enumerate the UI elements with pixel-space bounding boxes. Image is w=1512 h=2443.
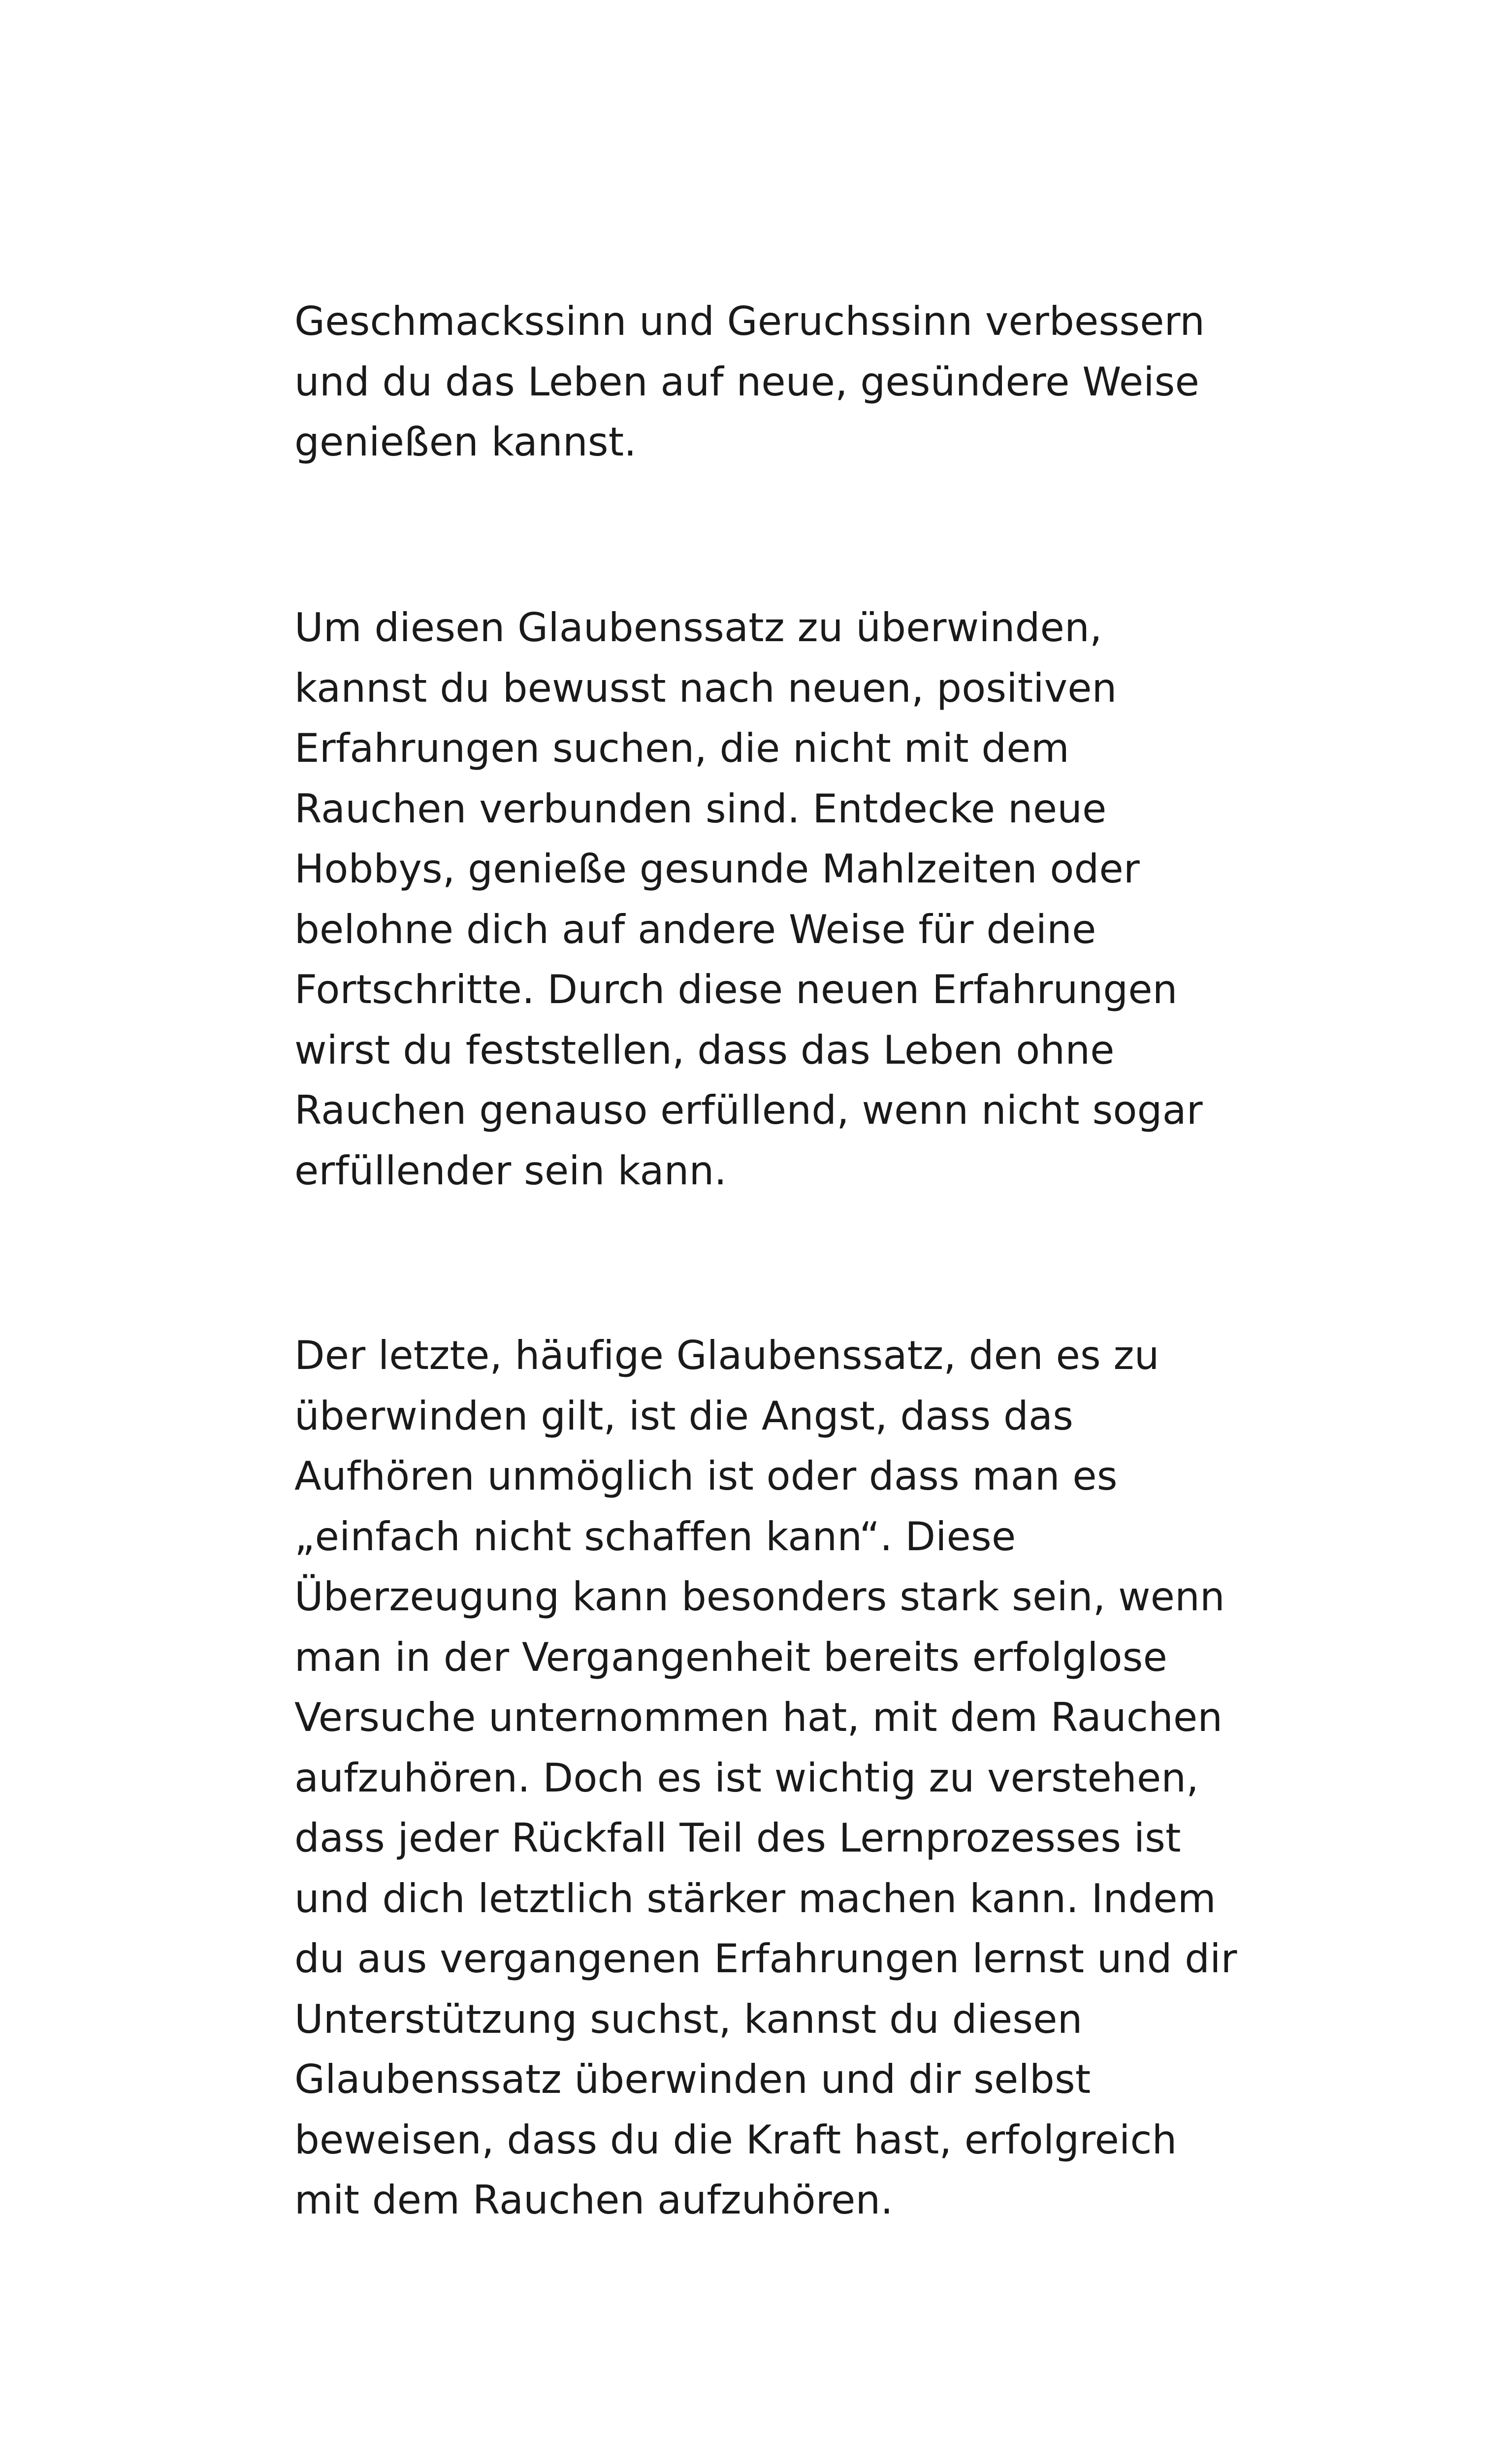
text-line: Versuche unternommen hat, mit dem Rauchen [294,1694,1223,1740]
text-line: „einfach nicht schaffen kann“. Diese [294,1513,1016,1560]
text-line: belohne dich auf andere Weise für deine [294,906,1096,952]
text-line: Erfahrungen suchen, die nicht mit dem [294,725,1069,771]
text-line: mit dem Rauchen aufzuhören. [294,2177,894,2223]
text-line: Überzeugung kann besonders stark sein, wenn [294,1574,1225,1620]
text-line: Geschmackssinn und Geruchssinn verbessern [294,298,1205,344]
text-line: Fortschritte. Durch diese neuen Erfahrungen [294,967,1178,1012]
text-line: dass jeder Rückfall Teil des Lernprozesses ist [294,1815,1181,1861]
text-line: und dich letztlich stärker machen kann. Indem [294,1875,1216,1922]
text-line: Aufhören unmöglich ist oder dass man es [294,1453,1118,1499]
text-line: und du das Leben auf neue, gesündere Weise [294,358,1200,405]
text-line: man in der Vergangenheit bereits erfolglose [294,1634,1168,1680]
text-line: wirst du feststellen, dass das Leben ohne [294,1027,1115,1073]
text-line: beweisen, dass du die Kraft hast, erfolgreich [294,2117,1177,2163]
text-line: aufzuhören. Doch es ist wichtig zu verstehen, [294,1755,1199,1801]
text-line: genießen kannst. [294,419,637,465]
text-line: Um diesen Glaubenssatz zu überwinden, [294,605,1102,651]
text-line: Glaubenssatz überwinden und dir selbst [294,2056,1091,2102]
text-line: Unterstützung suchst, kannst du diesen [294,1996,1083,2042]
text-line: Rauchen genauso erfüllend, wenn nicht sogar [294,1087,1203,1133]
text-line: Hobbys, genieße gesunde Mahlzeiten oder [294,846,1140,892]
text-line: Der letzte, häufige Glaubenssatz, den es zu [294,1333,1159,1378]
text-line: Rauchen verbunden sind. Entdecke neue [294,785,1107,832]
text-line: kannst du bewusst nach neuen, positiven [294,665,1117,711]
paragraph-1 [294,292,1230,473]
text-line: erfüllender sein kann. [294,1147,727,1194]
paragraph-2 [294,598,1230,1201]
text-line: überwinden gilt, ist die Angst, dass das [294,1393,1074,1439]
text-line: du aus vergangenen Erfahrungen lernst und dir [294,1936,1237,1982]
paragraph-3 [294,1326,1237,2231]
